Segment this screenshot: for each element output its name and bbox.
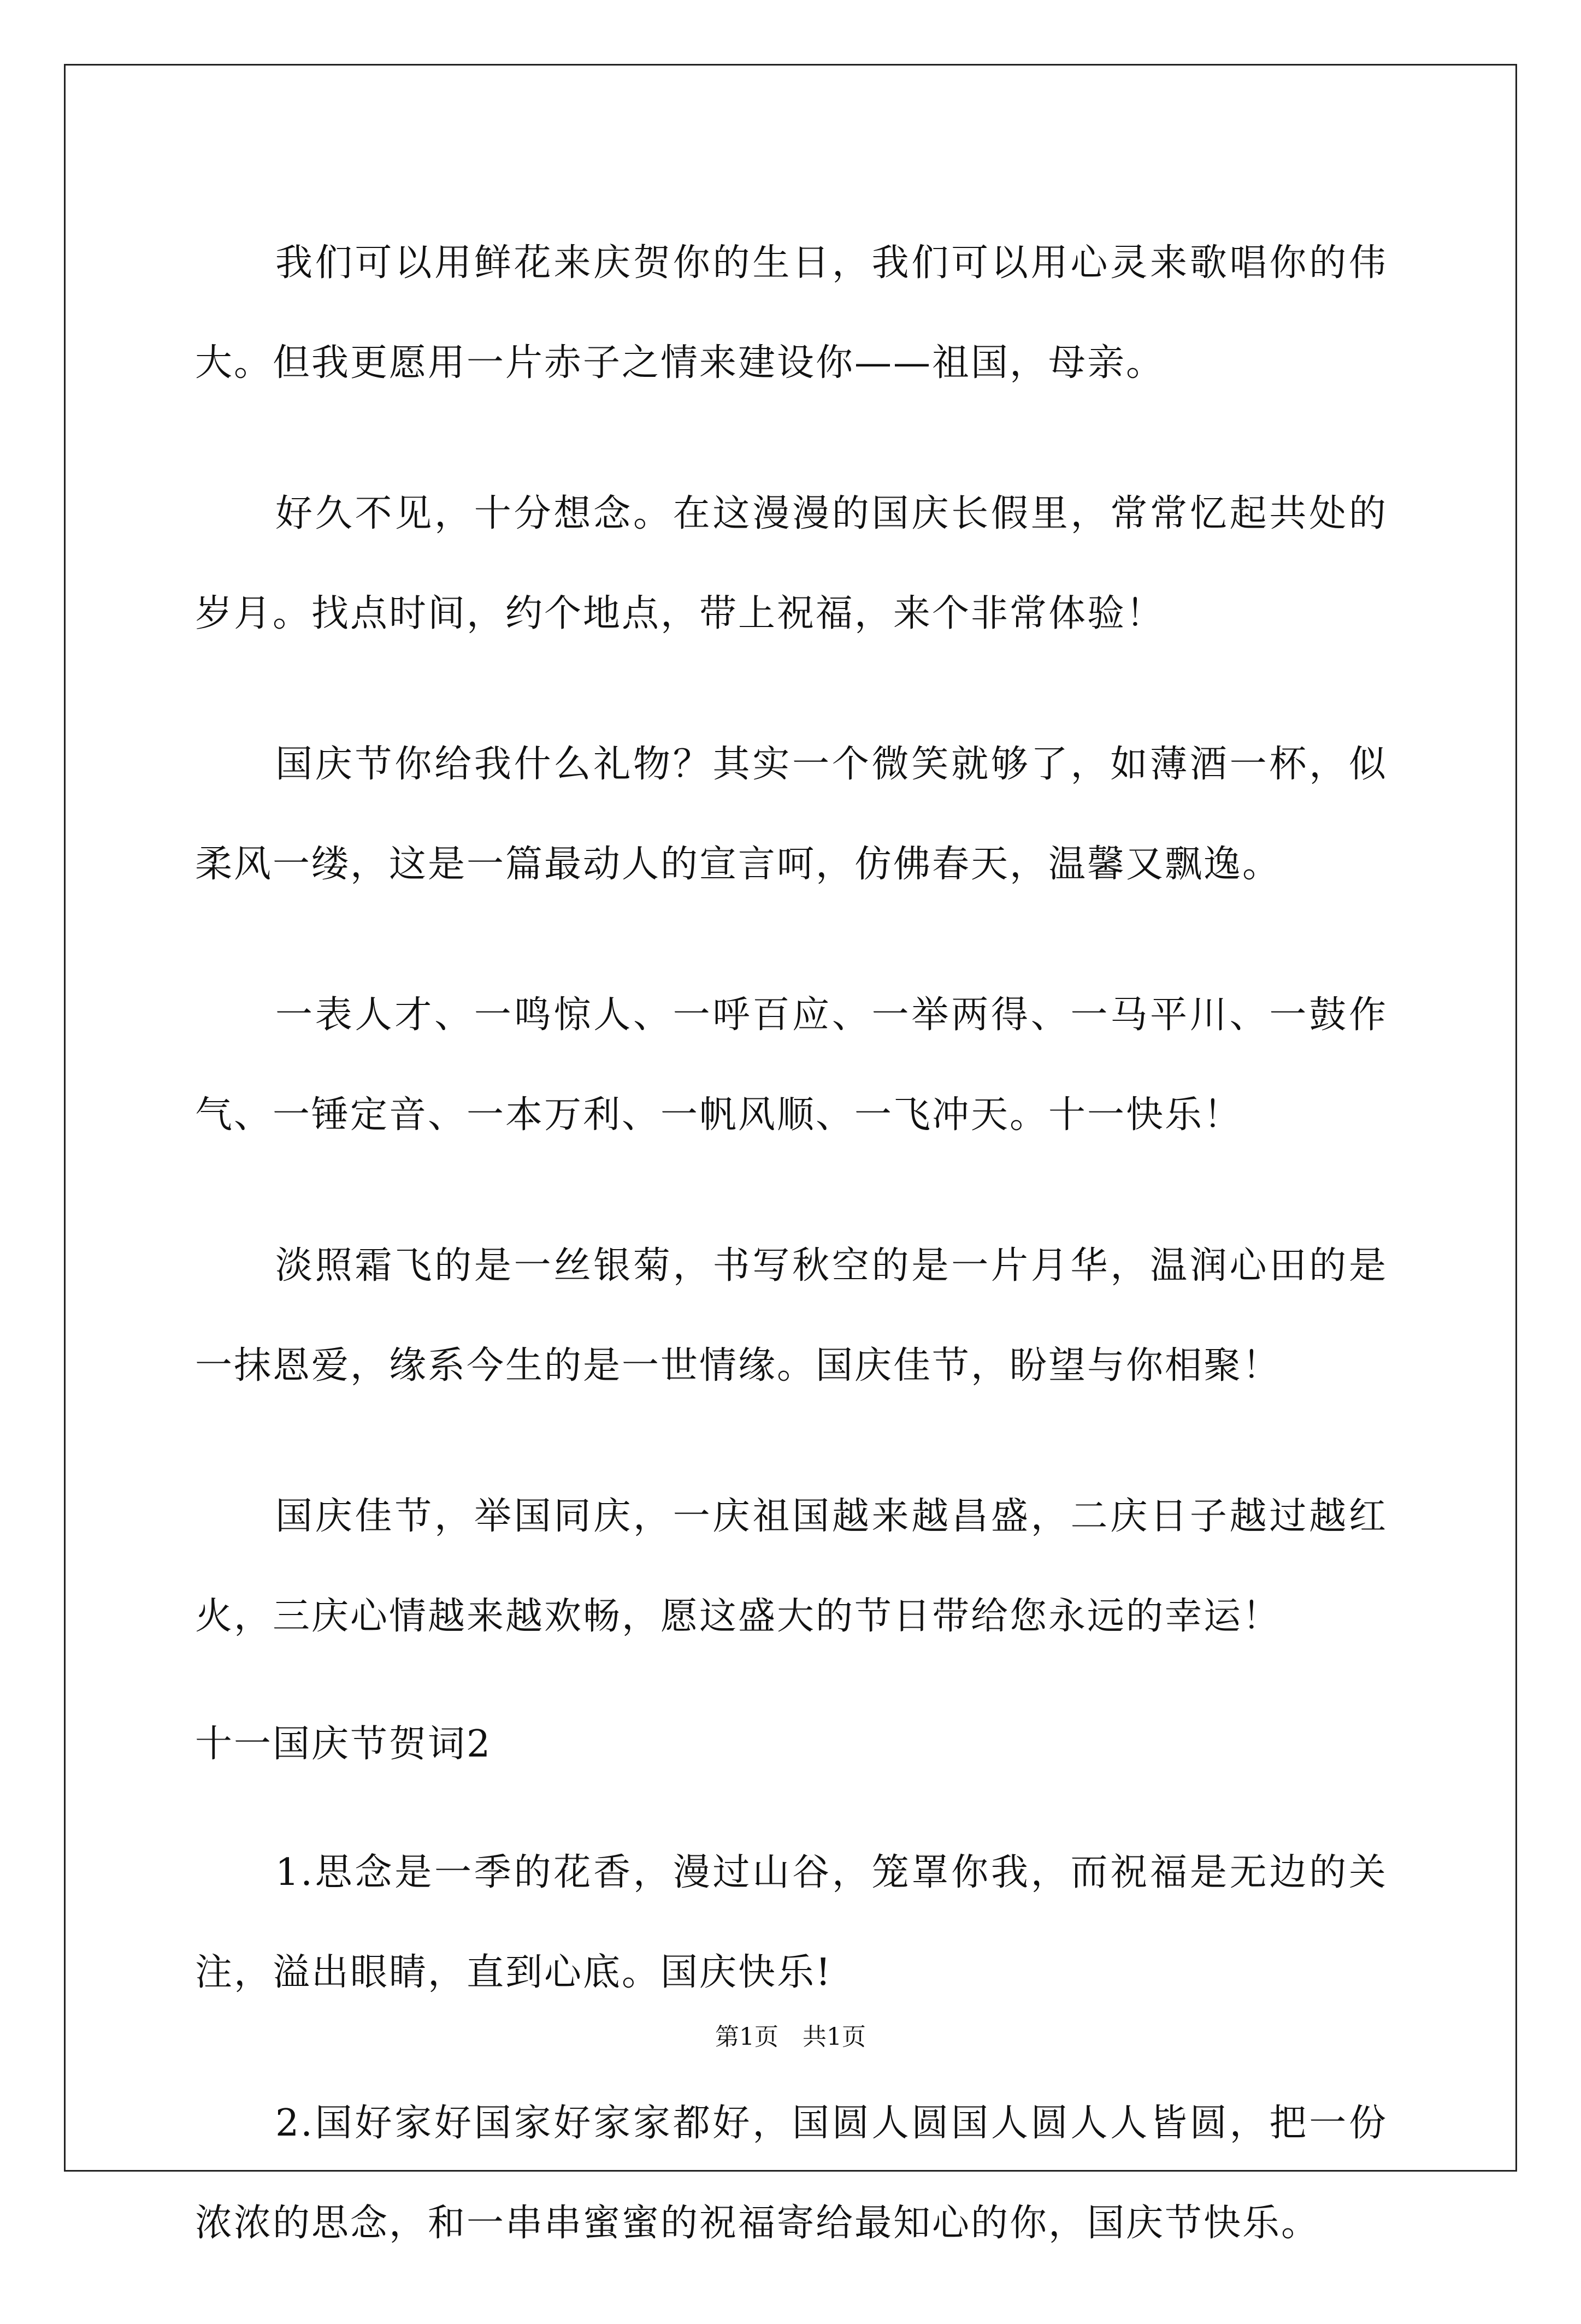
paragraph: 一表人才、一鸣惊人、一呼百应、一举两得、一马平川、一鼓作气、一锤定音、一本万利、一帆风顺、一飞冲天。十一快乐！ <box>195 994 1388 1137</box>
page-footer: 第1页 共1页 <box>715 2023 866 2051</box>
paragraph: 好久不见，十分想念。在这漫漫的国庆长假里，常常忆起共处的岁月。找点时间，约个地点，带上祝福，来个非常体验！ <box>195 492 1388 635</box>
section-heading: 十一国庆节贺词2 <box>195 1723 492 1766</box>
paragraph: 国庆佳节，举国同庆，一庆祖国越来越昌盛，二庆日子越过越红火，三庆心情越来越欢畅，愿这盛大的节日带给您永远的幸运！ <box>195 1495 1388 1638</box>
paragraph: 1.思念是一季的花香，漫过山谷，笼罩你我，而祝福是无边的关注，溢出眼睛，直到心底。国庆快乐! <box>195 1851 1388 1994</box>
paragraph: 国庆节你给我什么礼物？其实一个微笑就够了，如薄酒一杯，似柔风一缕，这是一篇最动人的宣言呵，仿佛春天，温馨又飘逸。 <box>195 743 1388 886</box>
document-body <box>195 213 1388 2324</box>
paragraph: 淡照霜飞的是一丝银菊，书写秋空的是一片月华，温润心田的是一抹恩爱，缘系今生的是一世情缘。国庆佳节，盼望与你相聚！ <box>195 1244 1388 1387</box>
paragraph: 2.国好家好国家好家家都好，国圆人圆国人圆人人皆圆，把一份浓浓的思念，和一串串蜜蜜的祝福寄给最知心的你，国庆节快乐。 <box>195 2102 1388 2245</box>
paragraph: 我们可以用鲜花来庆贺你的生日，我们可以用心灵来歌唱你的伟大。但我更愿用一片赤子之情来建设你——祖国，母亲。 <box>195 241 1388 385</box>
